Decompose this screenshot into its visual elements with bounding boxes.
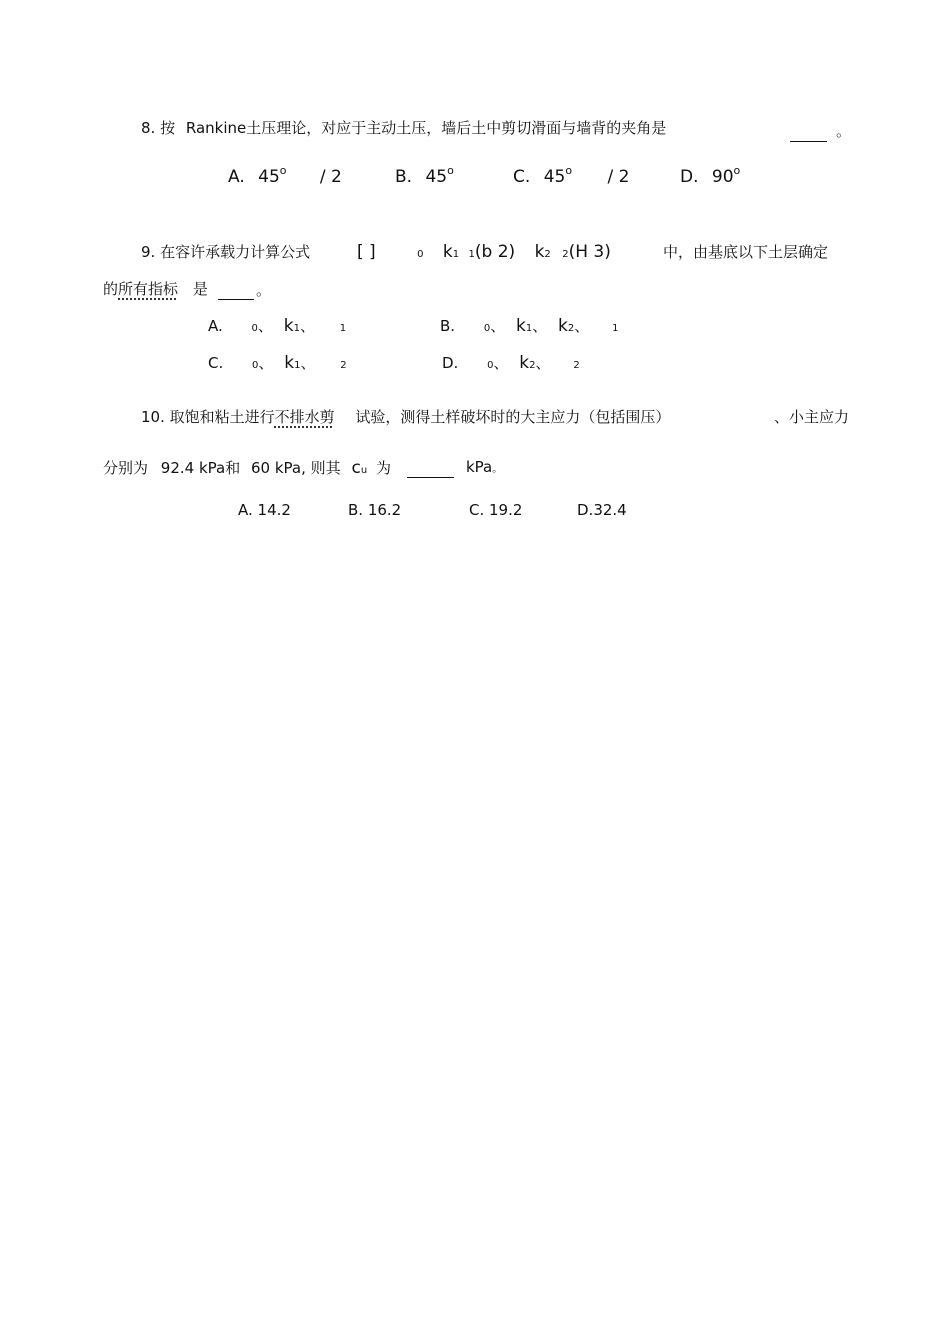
q9-option-b: B. 0、 k1、 k2、 1: [440, 316, 619, 336]
q9-option-c: C. 0、 k1、 2: [208, 353, 347, 373]
q8-text: 土压理论，对应于主动土压，墙后土中剪切滑面与墙背的夹角是: [246, 119, 667, 137]
q8-option-d: D. 90$^o$: [680, 164, 741, 187]
q10-unit: kPa。: [466, 458, 503, 476]
q10-option-d: D.32.4: [577, 501, 627, 519]
q8-period: 。: [836, 122, 852, 140]
degree-symbol: o: [447, 164, 454, 177]
q8-stem: [141, 121, 666, 136]
emphasis-dots-text: 所有指标: [118, 280, 179, 298]
degree-symbol: o: [565, 164, 573, 177]
q8-option-c: C. 45$^o$ / 2: [513, 164, 630, 187]
degree-symbol: o: [733, 164, 741, 177]
q9-stem: 9. 在容许承载力计算公式: [141, 243, 311, 261]
formula-bracket: [ ]: [357, 242, 376, 262]
q8-option-a: A. 45$^o$ / 2: [228, 164, 342, 187]
q9-formula: [ ] 0 k1 1(b 2) k2 2(H 3): [357, 242, 611, 262]
q10-option-a: A. 14.2: [238, 501, 291, 519]
q10-stem: 10. 取饱和粘土进行不排水剪 试验，测得土样破坏时的大主应力（包括围压）: [141, 408, 671, 426]
q10-answer-blank: [407, 463, 454, 478]
q10-option-c: C. 19.2: [469, 501, 523, 519]
q8-option-b: B. 45$^o$: [395, 164, 454, 187]
document-page: 8. 按 Rankine土压理论，对应于主动土压，墙后土中剪切滑面与墙背的夹角是 。 A. 45$^o$ / 2 B. 45$^o$ C. 45$^o$ / 2 D. 90$^o$ 9. 在容许承载力计算公式 [ ] 0 k1 1(b 2) k2 2(H 3) 中，由基底以下土层确定 的所有指标 是 。 A. 0、 k1、 1 B. 0、 k1、 k2、 1 C. 0、 k1、 2 D. 0、 k2、 2 10. 取饱和粘土进行不排水剪 试验，测得土样破坏时的大主应力（包括围压） 、小主应力 分别为 92.4 kPa和 60 kPa, 则其 cu 为 kPa。 A. 14.2 B. 16.2 C. 19.2 D.32.4: [103, 119, 852, 519]
q8-number: 8. 按: [141, 119, 176, 137]
degree-symbol: o: [279, 164, 287, 177]
q9-text-after: 中，由基底以下土层确定: [663, 243, 829, 261]
q9-option-a: A. 0、 k1、 1: [208, 316, 347, 336]
q9-stem-line2: 的所有指标 是: [103, 280, 208, 298]
emphasis-dots-text: 不排水剪: [274, 408, 335, 426]
q10-text-end: 、小主应力: [774, 408, 850, 426]
q10-option-b: B. 16.2: [348, 501, 402, 519]
q9-option-d: D. 0、 k2、 2: [442, 353, 580, 373]
q10-stem-line2: 分别为 92.4 kPa和 60 kPa, 则其 cu 为: [103, 458, 391, 478]
q8-answer-blank: [790, 127, 827, 142]
q9-answer-blank: [218, 285, 254, 300]
q8-term: Rankine: [185, 119, 247, 137]
